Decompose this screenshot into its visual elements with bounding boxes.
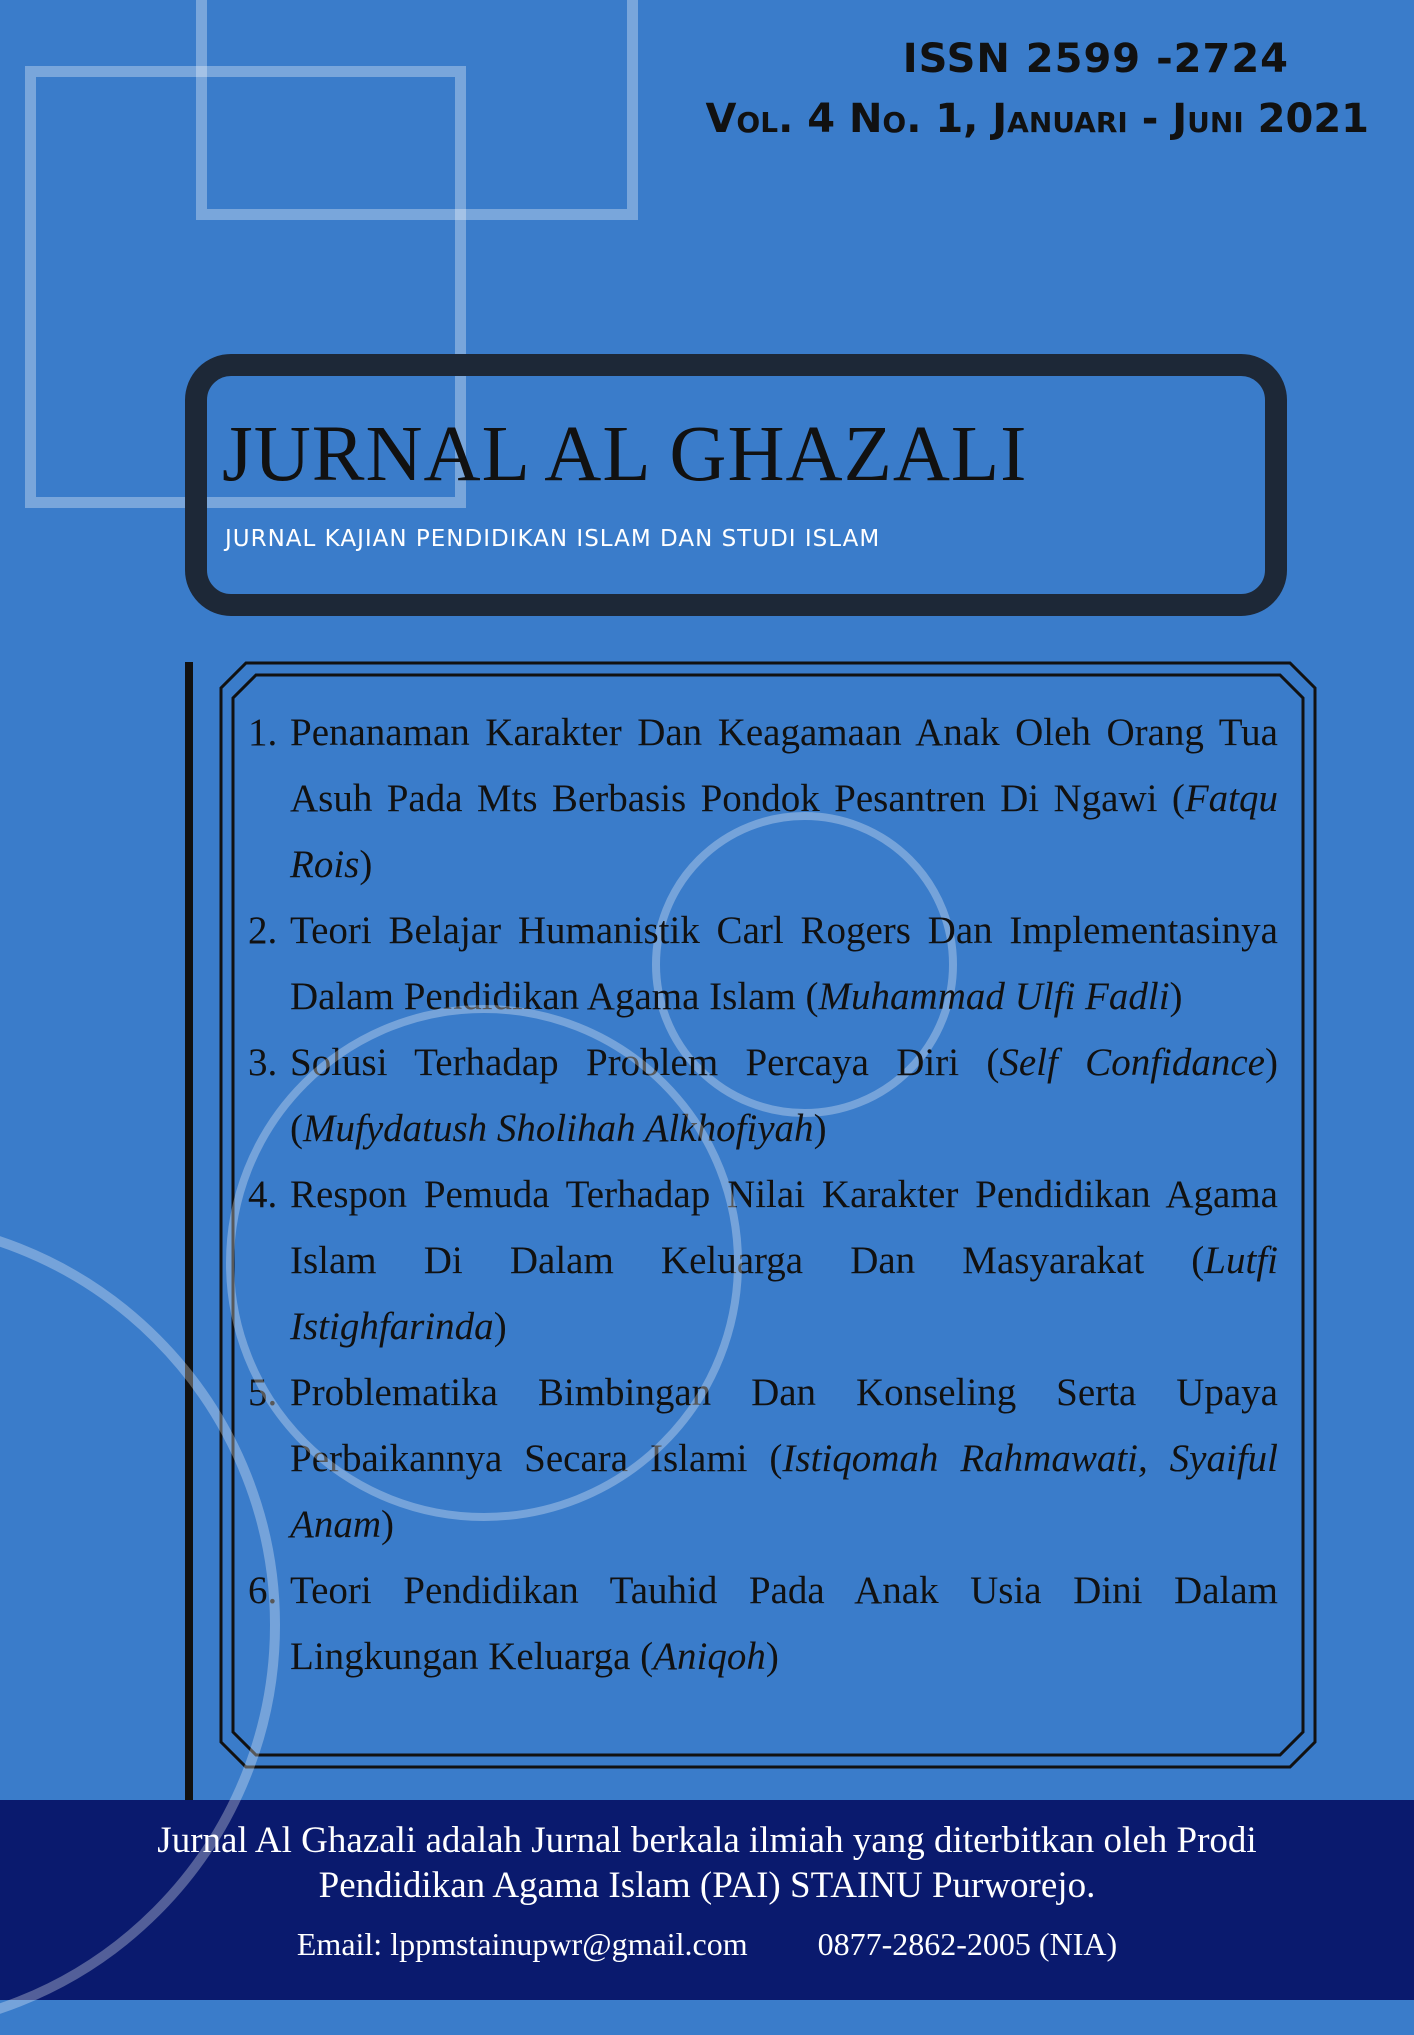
article-close-paren: ) [765,1635,779,1678]
article-title: Teori Pendidikan Tauhid Pada Anak Usia Dini Dalam Lingkungan Keluarga ( [290,1569,1278,1678]
vertical-rule [185,662,193,1802]
article-item [248,898,1278,1030]
article-title: Teori Belajar Humanistik Carl Rogers Dan Implementasinya Dalam Pendidikan Agama Islam ( [290,909,1278,1018]
article-author: Fatqu Rois [290,777,1278,886]
footer-phone: 0877-2862-2005 (NIA) [817,1926,1118,1962]
decorative-square-top [196,0,638,220]
journal-subtitle: JURNAL KAJIAN PENDIDIKAN ISLAM DAN STUDI ISLAM [225,526,881,552]
article-number: 1. [248,711,278,754]
article-number: 2. [248,909,278,952]
article-item [248,1360,1278,1558]
article-item [248,700,1278,898]
footer-line-2: Pendidikan Agama Islam (PAI) STAINU Purworejo. [318,1865,1096,1906]
article-author: Lutfi Istighfarinda [290,1239,1278,1348]
article-close-paren: ) [813,1107,827,1150]
article-author: Istiqomah Rahmawati, Syaiful Anam [290,1437,1278,1546]
article-close-paren: ) [493,1305,507,1348]
table-of-contents [248,700,1278,1690]
article-number: 3. [248,1041,278,1084]
article-title-after: ) ( [290,1041,1278,1150]
article-title: Solusi Terhadap Problem Percaya Diri ( [290,1041,1000,1084]
article-author: Muhammad Ulfi Fadli [818,975,1170,1018]
footer-line-1: Jurnal Al Ghazali adalah Jurnal berkala ilmiah yang diterbitkan oleh Prodi [157,1820,1257,1861]
article-title-italic: Self Confidance [999,1041,1265,1084]
article-title: Problematika Bimbingan Dan Konseling Serta Upaya Perbaikannya Secara Islami ( [290,1371,1278,1480]
article-close-paren: ) [1169,975,1183,1018]
article-close-paren: ) [359,843,373,886]
article-number: 4. [248,1173,278,1216]
article-title: Respon Pemuda Terhadap Nilai Karakter Pendidikan Agama Islam Di Dalam Keluarga Dan Masyarakat ( [290,1173,1278,1282]
article-close-paren: ) [381,1503,394,1546]
article-number: 5. [248,1371,278,1414]
footer-description [40,1818,1374,1908]
volume-info: Vol. 4 No. 1, Januari - Juni 2021 [705,96,1369,142]
article-item [248,1030,1278,1162]
footer-email: Email: lppmstainupwr@gmail.com [296,1926,748,1962]
article-title: Penanaman Karakter Dan Keagamaan Anak Oleh Orang Tua Asuh Pada Mts Berbasis Pondok Pesantren Di Ngawi ( [290,711,1278,820]
issn-number: ISSN 2599 -2724 [902,36,1289,82]
article-item [248,1558,1278,1690]
footer-contact [0,1926,1414,1963]
journal-title: JURNAL AL GHAZALI [222,411,1028,498]
article-author: Mufydatush Sholihah Alkhofiyah [303,1107,814,1150]
article-author: Aniqoh [653,1635,766,1678]
article-number: 6. [248,1569,278,1612]
article-item [248,1162,1278,1360]
